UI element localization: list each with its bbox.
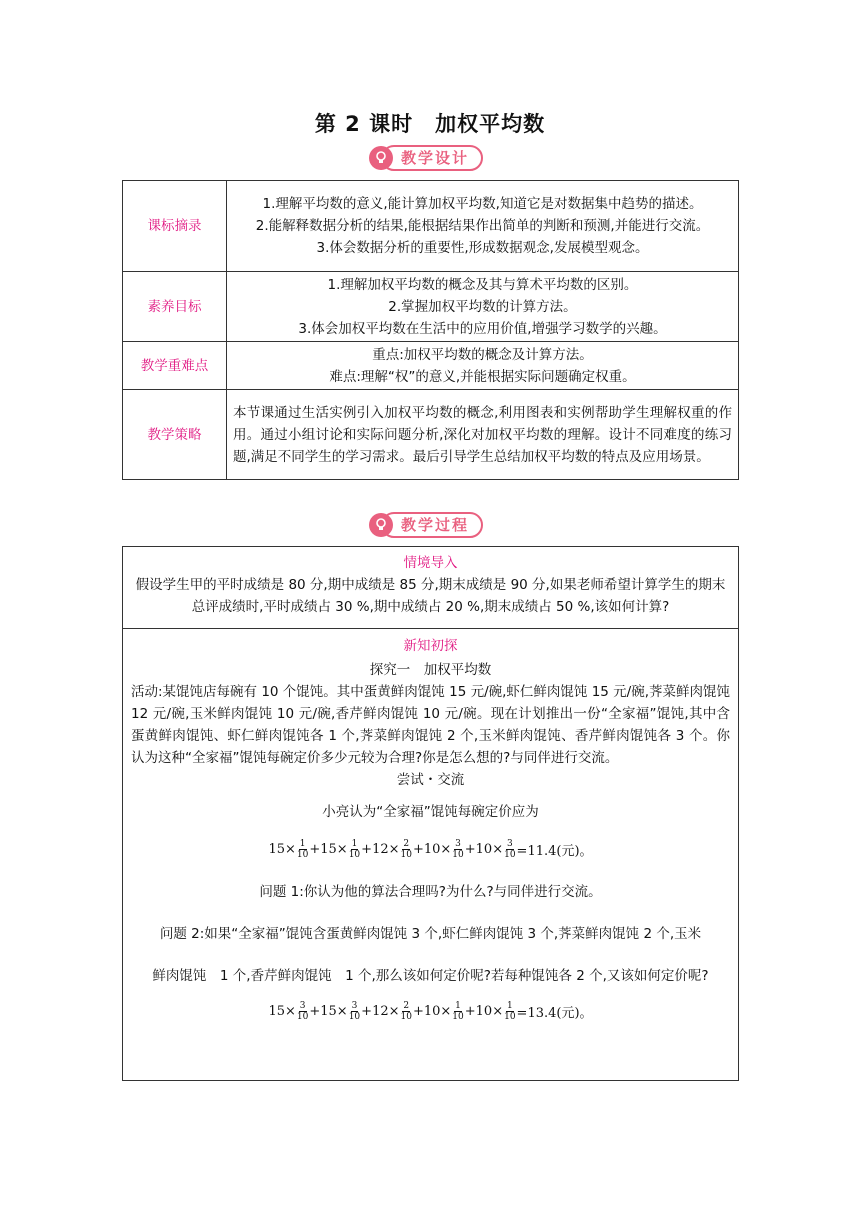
row-content [227, 342, 739, 390]
content-line: 2.掌握加权平均数的计算方法。 [388, 298, 577, 315]
formula-coefficient: 10× [423, 842, 452, 857]
formula-fraction: $\frac{1}{10}$ [296, 839, 309, 860]
content-line: 难点:理解“权”的意义,并能根据实际问题确定权重。 [329, 368, 636, 385]
xiaoliang-text: 小亮认为“全家福”馄饨每碗定价应为 [322, 804, 539, 820]
plus-sign: + [309, 842, 321, 857]
formula-coefficient: 12× [372, 1004, 400, 1019]
content-line: 1.理解加权平均数的概念及其与算术平均数的区别。 [327, 276, 638, 293]
formula-fraction: $\frac{3}{10}$ [296, 1001, 309, 1022]
formula-fraction: $\frac{1}{10}$ [348, 839, 361, 860]
page-title: 第 2 课时 加权平均数 [314, 112, 546, 136]
row-content [227, 272, 739, 342]
intro-section [123, 547, 738, 629]
formula-fraction: $\frac{2}{10}$ [400, 1001, 412, 1022]
formula-fraction: $\frac{3}{10}$ [348, 1001, 361, 1022]
table-row [123, 342, 739, 390]
question-2-line-2: 鲜肉馄饨 1 个,香芹鲜肉馄饨 1 个,那么该如何定价呢?若每种馄饨各 2 个,又该如何定价呢? [152, 968, 709, 984]
row-content: 本节课通过生活实例引入加权平均数的概念,利用图表和实例帮助学生理解权重的作用。通过小组讨论和实际问题分析,深化对加权平均数的理解。设计不同难度的练习题,满足不同学生的学习需求。最后引导学生总结加权平均数的特点及应用场景。 [227, 390, 739, 480]
process-badge-label: 教学过程 [381, 512, 483, 538]
table-row [123, 272, 739, 342]
row-label: 教学策略 [123, 390, 227, 480]
content-line: 1.理解平均数的意义,能计算加权平均数,知道它是对数据集中趋势的描述。 [262, 196, 703, 212]
design-table [122, 180, 739, 480]
formula-fraction: $\frac{3}{10}$ [504, 839, 516, 860]
formula-coefficient: 15× [320, 842, 348, 857]
intro-heading: 情境导入 [403, 555, 458, 571]
formula-coefficient: 10× [475, 842, 504, 857]
process-box [122, 546, 739, 1081]
formula-coefficient: 15× [268, 842, 296, 857]
design-badge [369, 145, 489, 171]
formula-2 [123, 1001, 738, 1029]
formula-fraction: $\frac{1}{10}$ [452, 1001, 464, 1022]
content-line: 3.体会加权平均数在生活中的应用价值,增强学习数学的兴趣。 [298, 320, 667, 337]
plus-sign: + [464, 1004, 476, 1019]
design-badge-label: 教学设计 [381, 145, 483, 171]
formula-coefficient: 15× [268, 1004, 296, 1019]
formula-coefficient: 10× [475, 1004, 504, 1019]
plus-sign: + [361, 842, 373, 857]
formula-fraction: $\frac{1}{10}$ [504, 1001, 516, 1022]
row-label: 素养目标 [123, 272, 227, 342]
formula-1 [123, 839, 738, 867]
plus-sign: + [412, 842, 424, 857]
plus-sign: + [464, 842, 476, 857]
process-badge [369, 512, 489, 538]
bulb-icon [369, 513, 393, 537]
formula-fraction: $\frac{2}{10}$ [400, 839, 412, 860]
formula-coefficient: 12× [372, 842, 400, 857]
plus-sign: + [309, 1004, 321, 1019]
formula-result: =11.4(元)。 [516, 844, 593, 859]
row-content [227, 181, 739, 272]
plus-sign: + [412, 1004, 424, 1019]
question-2-line-1: 问题 2:如果“全家福”馄饨含蛋黄鲜肉馄饨 3 个,虾仁鲜肉馄饨 3 个,荠菜鲜肉馄饨 2 个,玉米 [159, 926, 702, 942]
new-knowledge-section [123, 635, 738, 1029]
row-label: 课标摘录 [123, 181, 227, 272]
formula-coefficient: 15× [320, 1004, 348, 1019]
new-heading: 新知初探 [403, 638, 458, 654]
activity-text: 活动:某馄饨店每碗有 10 个馄饨。其中蛋黄鲜肉馄饨 15 元/碗,虾仁鲜肉馄饨 15 元/碗,荠菜鲜肉馄饨 12 元/碗,玉米鲜肉馄饨 10 元/碗,香芹鲜肉馄饨 10 元/碗。现在计划推出一份“全家福”馄饨,其中含蛋黄鲜肉馄饨、虾仁鲜肉馄饨各 1 个,荠菜鲜肉馄饨 2 个,玉米鲜肉馄饨、香芹鲜肉馄饨各 3 个。你认为这种“全家福”馄饨每碗定价多少元较为合理?你是怎么想的?与同伴进行交流。 [131, 684, 731, 766]
formula-result: =13.4(元)。 [516, 1006, 593, 1021]
bulb-icon [369, 146, 393, 170]
table-row [123, 181, 739, 272]
content-line: 重点:加权平均数的概念及计算方法。 [372, 346, 593, 363]
question-1: 问题 1:你认为他的算法合理吗?为什么?与同伴进行交流。 [259, 884, 602, 900]
formula-coefficient: 10× [423, 1004, 452, 1019]
intro-text: 假设学生甲的平时成绩是 80 分,期中成绩是 85 分,期末成绩是 90 分,如果老师希望计算学生的期末总评成绩时,平时成绩占 30 %,期中成绩占 20 %,期末成绩占 50 %,该如何计算? [135, 577, 726, 615]
explore-heading: 探究一 加权平均数 [369, 662, 492, 678]
formula-fraction: $\frac{3}{10}$ [452, 839, 464, 860]
try-heading: 尝试・交流 [396, 772, 465, 788]
content-line: 3.体会数据分析的重要性,形成数据观念,发展模型观念。 [316, 240, 649, 256]
row-label: 教学重难点 [123, 342, 227, 390]
table-row [123, 390, 739, 480]
plus-sign: + [361, 1004, 373, 1019]
content-line: 2.能解释数据分析的结果,能根据结果作出简单的判断和预测,并能进行交流。 [255, 218, 710, 234]
